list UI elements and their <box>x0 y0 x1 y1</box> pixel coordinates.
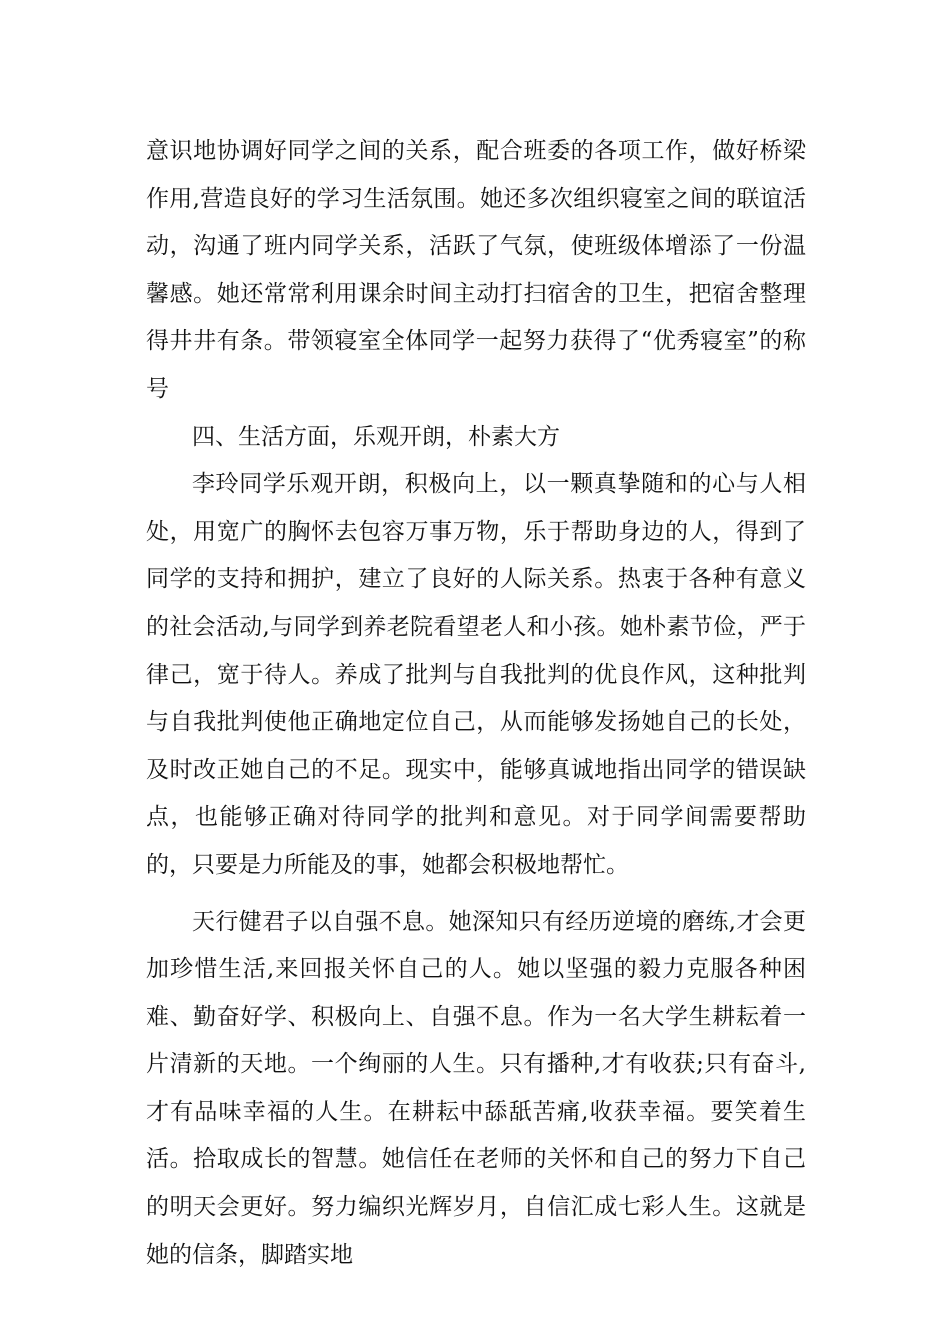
section-heading: 四、生活方面，乐观开朗，朴素大方 <box>192 423 560 450</box>
paragraph-closing: 天行健君子以自强不息。她深知只有经历逆境的磨练,才会更加珍惜生活,来回报关怀自己的人。她以坚强的毅力克服各种困难、勤奋好学、积极向上、自强不息。作为一名大学生耕耘着一片清新的天地。一个绚丽的人生。只有播种,才有收获;只有奋斗,才有品味幸福的人生。在耕耘中舔舐苦痛,收获幸福。要笑着生活。拾取成长的智慧。她信任在老师的关怀和自己的努力下自己的明天会更好。努力编织光辉岁月，自信汇成七彩人生。这就是她的信条，脚踏实地 <box>146 908 806 1268</box>
paragraph-gap <box>146 890 806 899</box>
document-body <box>146 128 806 1279</box>
paragraph-life: 李玲同学乐观开朗，积极向上，以一颗真挚随和的心与人相处，用宽广的胸怀去包容万事万物，乐于帮助身边的人，得到了同学的支持和拥护，建立了良好的人际关系。热衷于各种有意义的社会活动,与同学到养老院看望老人和小孩。她朴素节俭，严于律己，宽于待人。养成了批判与自我批判的优良作风，这种批判与自我批判使他正确地定位自己，从而能够发扬她自己的长处，及时改正她自己的不足。现实中，能够真诚地指出同学的错误缺点，也能够正确对待同学的批判和意见。对于同学间需要帮助的，只要是力所能及的事，她都会积极地帮忙。 <box>146 471 806 878</box>
paragraph-continued: 意识地协调好同学之间的关系，配合班委的各项工作，做好桥梁作用,营造良好的学习生活氛围。她还多次组织寝室之间的联谊活动，沟通了班内同学关系，活跃了气氛，使班级体增添了一份温馨感。她还常常利用课余时间主动打扫宿舍的卫生，把宿舍整理得井井有条。带领寝室全体同学一起努力获得了“优秀寝室”的称号 <box>146 138 806 402</box>
